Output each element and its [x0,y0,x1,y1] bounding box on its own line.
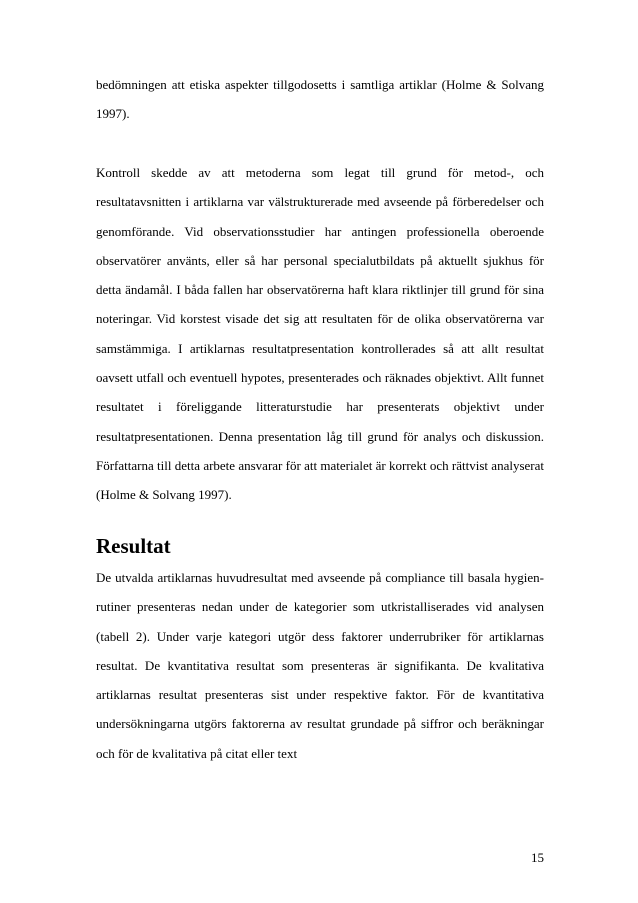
section-heading-resultat: Resultat [96,534,171,558]
paragraph-method-control: Kontroll skedde av att metoderna som legat till grund för metod-, och resultatavsnitten i artiklarna var välstrukturerade med avseende på förberedelser och genomförande. Vid observationsstudier har antingen professionella oberoende observatörer använts, eller så har personal specialutbildats på aktuellt sjukhus för detta ändamål. I båda fallen har observatörerna haft klara riktlinjer till grund för sina noteringar. Vid korstest visade det sig att resultaten för de olika observatörerna var samstämmiga. I artiklarnas resultatpresentation kontrollerades så att allt resultat oavsett utfall och eventuell hypotes, presenterades och räknades objektivt. Allt funnet resultatet i föreliggande litteraturstudie har presenterats objektivt under resultatpresentationen. Denna presentation låg till grund för analys och diskussion. Författarna till detta arbete ansvarar för att materialet är korrekt och rättvist analyserat (Holme & Solvang 1997). [96,165,544,503]
paragraph-results-intro: De utvalda artiklarnas huvudresultat med avseende på compliance till basala hygien-rutiner presenteras nedan under de kategorier som utkristalliserades vid analysen (tabell 2). Under varje kategori utgör dess faktorer underrubriker för artiklarnas resultat. De kvantitativa resultat som presenteras är signifikanta. De kvalitativa artiklarnas resultat presenteras sist under respektive faktor. För de kvantitativa undersökningarna utgörs faktorerna av resultat grundade på siffror och beräkningar och för de kvalitativa på citat eller text [96,570,544,761]
paragraph-ethics: bedömningen att etiska aspekter tillgodosetts i samtliga artiklar (Holme & Solvang 1997). [96,77,544,122]
page-number: 15 [531,850,544,865]
